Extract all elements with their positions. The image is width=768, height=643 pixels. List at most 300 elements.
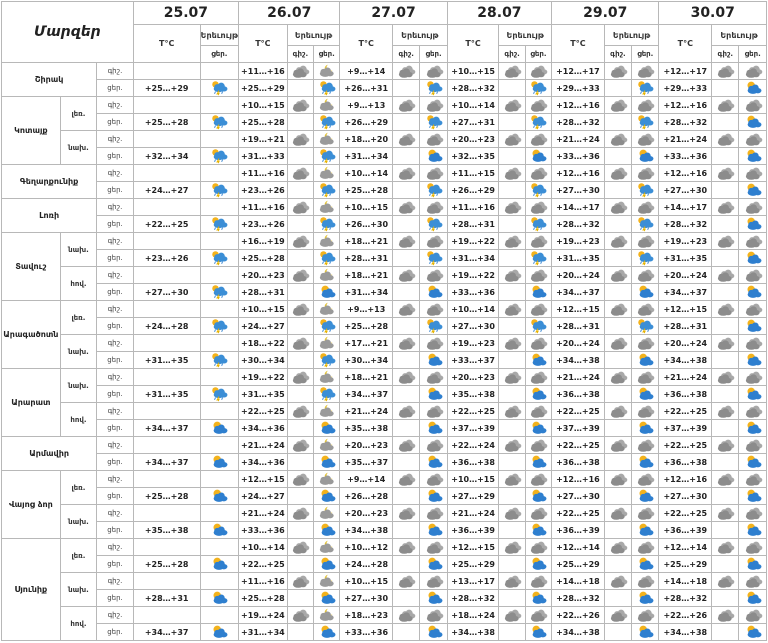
table-row: [2, 539, 767, 556]
sun-cloud-icon: [200, 420, 239, 437]
cloud-icon: [525, 97, 551, 114]
temperature-cell: +31…+34: [239, 624, 288, 641]
cloud-icon: [420, 573, 447, 590]
thunderstorm-icon: [525, 216, 551, 233]
temperature-cell: +34…+38: [340, 522, 393, 539]
thunderstorm-icon: [314, 114, 340, 131]
temperature-cell: +34…+38: [552, 624, 605, 641]
temperature-cell: +12…+15: [447, 539, 499, 556]
cloud-icon: [525, 131, 551, 148]
cloud-icon: [712, 403, 739, 420]
temperature-cell: +33…+36: [340, 624, 393, 641]
sun-cloud-icon: [739, 318, 767, 335]
cloud-icon: [420, 471, 447, 488]
empty-icon: [712, 488, 739, 505]
table-row: [2, 437, 767, 454]
day-header: ցեր.: [420, 46, 447, 63]
empty-icon: [712, 352, 739, 369]
sun-cloud-icon: [632, 148, 659, 165]
temperature-cell: +27…+29: [447, 488, 499, 505]
thunderstorm-icon: [200, 182, 239, 199]
cloud-icon: [499, 607, 525, 624]
temperature-cell: [133, 607, 200, 624]
empty-icon: [712, 420, 739, 437]
cloud-icon: [525, 471, 551, 488]
moon-cloud-icon: [314, 437, 340, 454]
cloud-icon: [712, 539, 739, 556]
temperature-cell: +10…+15: [447, 471, 499, 488]
empty-icon: [393, 80, 420, 97]
temperature-cell: +22…+26: [552, 607, 605, 624]
temperature-cell: +21…+24: [239, 437, 288, 454]
sun-cloud-icon: [632, 284, 659, 301]
subregion-label: հով.: [60, 403, 96, 437]
cloud-icon: [712, 335, 739, 352]
moon-cloud-icon: [314, 403, 340, 420]
temperature-cell: +37…+39: [659, 420, 712, 437]
temperature-cell: +31…+33: [239, 148, 288, 165]
sun-cloud-icon: [314, 488, 340, 505]
sun-cloud-icon: [420, 624, 447, 641]
cloud-icon: [739, 131, 767, 148]
temp-header: T°C: [340, 25, 393, 63]
cloud-icon: [632, 165, 659, 182]
temperature-cell: +22…+25: [447, 403, 499, 420]
sun-cloud-icon: [739, 148, 767, 165]
cloud-icon: [393, 573, 420, 590]
temperature-cell: [133, 267, 200, 284]
cloud-icon: [712, 505, 739, 522]
cloud-icon: [420, 267, 447, 284]
temperature-cell: [133, 233, 200, 250]
temperature-cell: +31…+35: [552, 250, 605, 267]
temperature-cell: +31…+35: [659, 250, 712, 267]
thunderstorm-icon: [314, 148, 340, 165]
temp-header: T°C: [447, 25, 499, 63]
subregion-label: հով.: [60, 267, 96, 301]
empty-icon: [712, 182, 739, 199]
thunderstorm-icon: [632, 250, 659, 267]
empty-icon: [604, 80, 631, 97]
subregion-label: լեռ.: [60, 539, 96, 573]
empty-icon: [287, 454, 313, 471]
temperature-cell: +20…+23: [447, 131, 499, 148]
temperature-cell: +18…+21: [340, 233, 393, 250]
temperature-cell: +23…+26: [239, 216, 288, 233]
night-header: գիշ.: [604, 46, 631, 63]
temperature-cell: +25…+29: [552, 556, 605, 573]
subregion-label: նախ.: [60, 131, 96, 165]
table-row: [2, 131, 767, 148]
temperature-cell: +34…+37: [133, 454, 200, 471]
cloud-icon: [420, 97, 447, 114]
empty-icon: [200, 233, 239, 250]
empty-icon: [393, 556, 420, 573]
cloud-icon: [499, 165, 525, 182]
subregion-label: նախ.: [60, 573, 96, 607]
empty-icon: [200, 335, 239, 352]
cloud-icon: [525, 607, 551, 624]
temperature-cell: +27…+31: [447, 114, 499, 131]
temperature-cell: +37…+39: [447, 420, 499, 437]
temperature-cell: +18…+20: [340, 131, 393, 148]
cloud-icon: [287, 267, 313, 284]
thunderstorm-icon: [420, 114, 447, 131]
cloud-icon: [632, 267, 659, 284]
temperature-cell: +26…+28: [340, 488, 393, 505]
thunderstorm-icon: [632, 216, 659, 233]
temperature-cell: +33…+37: [447, 352, 499, 369]
empty-icon: [393, 284, 420, 301]
table-row: [2, 573, 767, 590]
cloud-icon: [525, 165, 551, 182]
cloud-icon: [393, 233, 420, 250]
empty-icon: [393, 352, 420, 369]
cloud-icon: [420, 403, 447, 420]
cloud-icon: [604, 233, 631, 250]
empty-icon: [287, 556, 313, 573]
cloud-icon: [420, 437, 447, 454]
empty-icon: [200, 505, 239, 522]
empty-icon: [287, 318, 313, 335]
time-of-day: ցեր.: [97, 420, 134, 437]
table-row: [2, 505, 767, 522]
cloud-icon: [420, 233, 447, 250]
temperature-cell: +28…+31: [447, 216, 499, 233]
time-of-day: ցեր.: [97, 216, 134, 233]
subregion-label: նախ.: [60, 505, 96, 539]
temperature-cell: +36…+39: [659, 522, 712, 539]
moon-cloud-icon: [314, 63, 340, 80]
cloud-icon: [393, 539, 420, 556]
table-row: [2, 590, 767, 607]
sun-cloud-icon: [420, 284, 447, 301]
moon-cloud-icon: [314, 539, 340, 556]
temperature-cell: +19…+22: [447, 233, 499, 250]
cloud-icon: [712, 437, 739, 454]
moon-cloud-icon: [314, 165, 340, 182]
sun-cloud-icon: [739, 250, 767, 267]
region-name: Շիրակ: [2, 63, 97, 97]
table-row: [2, 199, 767, 216]
thunderstorm-icon: [200, 250, 239, 267]
temperature-cell: +25…+29: [447, 556, 499, 573]
temperature-cell: +28…+32: [659, 216, 712, 233]
cloud-icon: [499, 369, 525, 386]
empty-icon: [393, 420, 420, 437]
temperature-cell: +28…+32: [552, 216, 605, 233]
cloud-icon: [499, 539, 525, 556]
empty-icon: [712, 590, 739, 607]
cloud-icon: [420, 165, 447, 182]
temperature-cell: +25…+28: [133, 488, 200, 505]
cloud-icon: [525, 233, 551, 250]
temperature-cell: +17…+21: [340, 335, 393, 352]
time-of-day: ցեր.: [97, 488, 134, 505]
region-name: Կոտայք: [2, 97, 61, 165]
moon-cloud-icon: [314, 301, 340, 318]
cloud-icon: [604, 505, 631, 522]
time-of-day: ցեր.: [97, 454, 134, 471]
sun-cloud-icon: [739, 522, 767, 539]
time-of-day: ցեր.: [97, 114, 134, 131]
temperature-cell: +27…+30: [552, 182, 605, 199]
temperature-cell: +34…+36: [239, 420, 288, 437]
date-header: 30.07: [659, 2, 767, 25]
empty-icon: [200, 97, 239, 114]
empty-icon: [712, 216, 739, 233]
temperature-cell: +20…+24: [552, 335, 605, 352]
temperature-cell: +23…+26: [239, 182, 288, 199]
empty-icon: [200, 165, 239, 182]
empty-icon: [287, 216, 313, 233]
date-header: 25.07: [133, 2, 238, 25]
cloud-icon: [499, 97, 525, 114]
empty-icon: [393, 216, 420, 233]
cloud-icon: [525, 505, 551, 522]
temperature-cell: +33…+36: [659, 148, 712, 165]
temperature-cell: +28…+32: [447, 80, 499, 97]
sun-cloud-icon: [420, 522, 447, 539]
thunderstorm-icon: [200, 114, 239, 131]
empty-icon: [499, 80, 525, 97]
empty-icon: [393, 522, 420, 539]
cloud-icon: [393, 505, 420, 522]
temperature-cell: +26…+30: [340, 216, 393, 233]
empty-icon: [200, 267, 239, 284]
temperature-cell: +11…+16: [239, 199, 288, 216]
table-row: [2, 63, 767, 80]
sun-cloud-icon: [200, 624, 239, 641]
empty-icon: [287, 522, 313, 539]
cloud-icon: [604, 471, 631, 488]
sun-cloud-icon: [739, 80, 767, 97]
temperature-cell: [133, 165, 200, 182]
event-header: Երեւույթ: [499, 25, 552, 46]
cloud-icon: [525, 267, 551, 284]
temperature-cell: [133, 97, 200, 114]
temperature-cell: +31…+35: [133, 386, 200, 403]
temperature-cell: +37…+39: [552, 420, 605, 437]
cloud-icon: [287, 335, 313, 352]
temperature-cell: +21…+24: [659, 369, 712, 386]
cloud-icon: [604, 301, 631, 318]
subregion-label: լեռ.: [60, 301, 96, 335]
empty-icon: [604, 420, 631, 437]
temperature-cell: +10…+14: [239, 539, 288, 556]
temperature-cell: +27…+30: [340, 590, 393, 607]
temp-header: T°C: [552, 25, 605, 63]
thunderstorm-icon: [200, 352, 239, 369]
temperature-cell: +34…+38: [447, 624, 499, 641]
subregion-label: նախ.: [60, 335, 96, 369]
empty-icon: [200, 539, 239, 556]
cloud-icon: [739, 369, 767, 386]
temperature-cell: +35…+37: [340, 454, 393, 471]
empty-icon: [499, 420, 525, 437]
temperature-cell: [133, 369, 200, 386]
time-of-day: գիշ.: [97, 267, 134, 284]
sun-cloud-icon: [632, 454, 659, 471]
time-of-day: գիշ.: [97, 403, 134, 420]
temperature-cell: +21…+24: [340, 403, 393, 420]
day-header: ցեր.: [200, 46, 239, 63]
temperature-cell: +30…+34: [340, 352, 393, 369]
cloud-icon: [604, 335, 631, 352]
temperature-cell: +22…+25: [659, 403, 712, 420]
thunderstorm-icon: [314, 250, 340, 267]
region-name: Վայոց ձոր: [2, 471, 61, 539]
cloud-icon: [393, 369, 420, 386]
cloud-icon: [739, 437, 767, 454]
temperature-cell: +25…+28: [340, 318, 393, 335]
temperature-cell: +34…+36: [239, 454, 288, 471]
sun-cloud-icon: [314, 556, 340, 573]
cloud-icon: [420, 369, 447, 386]
temperature-cell: +31…+34: [447, 250, 499, 267]
cloud-icon: [712, 369, 739, 386]
temperature-cell: +36…+38: [552, 386, 605, 403]
empty-icon: [712, 80, 739, 97]
time-of-day: գիշ.: [97, 63, 134, 80]
sun-cloud-icon: [632, 352, 659, 369]
temperature-cell: +25…+29: [133, 80, 200, 97]
cloud-icon: [739, 233, 767, 250]
cloud-icon: [604, 131, 631, 148]
sun-cloud-icon: [525, 454, 551, 471]
temperature-cell: +9…+13: [340, 97, 393, 114]
temperature-cell: +28…+32: [659, 114, 712, 131]
night-header: գիշ.: [712, 46, 739, 63]
temperature-cell: +28…+32: [447, 590, 499, 607]
table-row: [2, 148, 767, 165]
cloud-icon: [499, 403, 525, 420]
sun-cloud-icon: [420, 386, 447, 403]
cloud-icon: [287, 369, 313, 386]
cloud-icon: [712, 97, 739, 114]
sun-cloud-icon: [739, 488, 767, 505]
empty-icon: [712, 250, 739, 267]
temperature-cell: +12…+16: [552, 97, 605, 114]
time-of-day: գիշ.: [97, 607, 134, 624]
sun-cloud-icon: [314, 522, 340, 539]
empty-icon: [200, 573, 239, 590]
empty-icon: [604, 284, 631, 301]
cloud-icon: [525, 199, 551, 216]
temperature-cell: +22…+25: [659, 437, 712, 454]
cloud-icon: [604, 165, 631, 182]
cloud-icon: [393, 607, 420, 624]
table-row: [2, 318, 767, 335]
temperature-cell: +21…+24: [552, 369, 605, 386]
temperature-cell: +12…+14: [552, 539, 605, 556]
temperature-cell: +12…+16: [552, 165, 605, 182]
cloud-icon: [499, 505, 525, 522]
region-name: Արարատ: [2, 369, 61, 437]
cloud-icon: [739, 63, 767, 80]
table-row: [2, 369, 767, 386]
temperature-cell: +12…+16: [659, 471, 712, 488]
thunderstorm-icon: [420, 318, 447, 335]
sun-cloud-icon: [200, 488, 239, 505]
thunderstorm-icon: [314, 352, 340, 369]
temperature-cell: +36…+39: [552, 522, 605, 539]
temperature-cell: [133, 335, 200, 352]
cloud-icon: [632, 63, 659, 80]
moon-cloud-icon: [314, 199, 340, 216]
empty-icon: [604, 386, 631, 403]
cloud-icon: [525, 335, 551, 352]
moon-cloud-icon: [314, 233, 340, 250]
time-of-day: ցեր.: [97, 284, 134, 301]
cloud-icon: [739, 505, 767, 522]
temperature-cell: +12…+14: [659, 539, 712, 556]
empty-icon: [200, 301, 239, 318]
temperature-cell: +36…+39: [447, 522, 499, 539]
empty-icon: [200, 63, 239, 80]
temperature-cell: +25…+28: [133, 556, 200, 573]
empty-icon: [393, 454, 420, 471]
sun-cloud-icon: [739, 284, 767, 301]
moon-cloud-icon: [314, 369, 340, 386]
temperature-cell: [133, 573, 200, 590]
temperature-cell: +19…+21: [239, 131, 288, 148]
temperature-cell: +14…+17: [552, 199, 605, 216]
temperature-cell: +21…+24: [239, 505, 288, 522]
empty-icon: [604, 556, 631, 573]
cloud-icon: [499, 63, 525, 80]
time-of-day: գիշ.: [97, 165, 134, 182]
empty-icon: [604, 250, 631, 267]
temperature-cell: +12…+17: [552, 63, 605, 80]
temperature-cell: +24…+27: [239, 488, 288, 505]
temperature-cell: +19…+24: [239, 607, 288, 624]
cloud-icon: [499, 131, 525, 148]
time-of-day: գիշ.: [97, 335, 134, 352]
moon-cloud-icon: [314, 607, 340, 624]
region-name: Գեղարքունիք: [2, 165, 97, 199]
date-header: 29.07: [552, 2, 659, 25]
temperature-cell: +9…+14: [340, 63, 393, 80]
empty-icon: [604, 318, 631, 335]
sun-cloud-icon: [314, 590, 340, 607]
cloud-icon: [287, 233, 313, 250]
cloud-icon: [420, 505, 447, 522]
cloud-icon: [604, 369, 631, 386]
subregion-label: նախ.: [60, 369, 96, 403]
temperature-cell: +36…+38: [447, 454, 499, 471]
empty-icon: [393, 386, 420, 403]
empty-icon: [604, 624, 631, 641]
event-header: Երեւույթ: [287, 25, 340, 46]
temperature-cell: +22…+24: [447, 437, 499, 454]
empty-icon: [287, 386, 313, 403]
cloud-icon: [499, 471, 525, 488]
cloud-icon: [739, 165, 767, 182]
empty-icon: [200, 607, 239, 624]
cloud-icon: [712, 301, 739, 318]
temperature-cell: +33…+36: [239, 522, 288, 539]
cloud-icon: [604, 403, 631, 420]
subregion-label: հով.: [60, 607, 96, 641]
table-row: [2, 386, 767, 403]
temperature-cell: +11…+16: [239, 573, 288, 590]
thunderstorm-icon: [314, 80, 340, 97]
table-row: [2, 335, 767, 352]
table-row: [2, 352, 767, 369]
time-of-day: ցեր.: [97, 318, 134, 335]
empty-icon: [604, 114, 631, 131]
